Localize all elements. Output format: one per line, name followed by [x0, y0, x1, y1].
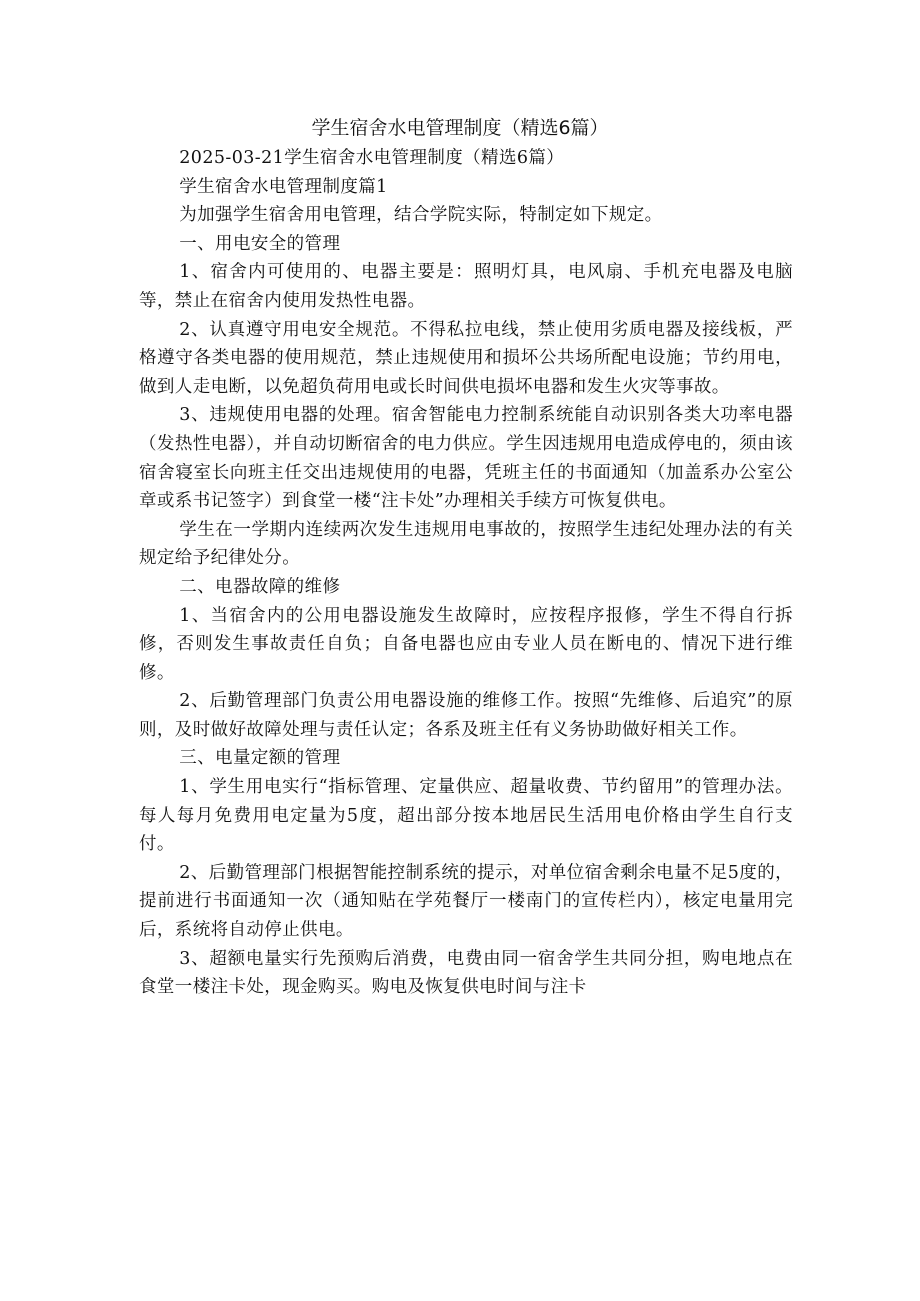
paragraph: 3、超额电量实行先预购后消费，电费由同一宿舍学生共同分担，购电地点在食堂一楼注卡处，现金购买。购电及恢复供电时间与注卡 [139, 948, 793, 998]
section-heading: 三、电量定额的管理 [179, 748, 341, 769]
section-heading: 二、电器故障的维修 [179, 576, 341, 597]
document-title: 学生宿舍水电管理制度（精选6篇） [311, 117, 609, 139]
section-heading: 学生宿舍水电管理制度篇1 [179, 176, 388, 197]
paragraph: 1、当宿舍内的公用电器设施发生故障时，应按程序报修，学生不得自行拆修，否则发生事故责任自负；自备电器也应由专业人员在断电的、情况下进行维修。 [139, 605, 793, 683]
date-line: 2025-03-21学生宿舍水电管理制度（精选6篇） [179, 148, 565, 168]
paragraph: 2、后勤管理部门根据智能控制系统的提示，对单位宿舍剩余电量不足5度的，提前进行书面通知一次（通知贴在学苑餐厅一楼南门的宣传栏内），核定电量用完后，系统将自动停止供电。 [139, 862, 794, 941]
paragraph: 学生在一学期内连续两次发生违规用电事故的，按照学生违纪处理办法的有关规定给予纪律处分。 [139, 519, 793, 569]
paragraph: 为加强学生宿舍用电管理，结合学院实际，特制定如下规定。 [179, 205, 663, 226]
document-body [139, 144, 793, 1002]
paragraph: 2、认真遵守用电安全规范。不得私拉电线，禁止使用劣质电器及接线板，严格遵守各类电器的使用规范，禁止违规使用和损坏公共场所配电设施；节约用电，做到人走电断，以免超负荷用电或长时间供电损坏电器和发生火灾等事故。 [139, 319, 793, 397]
section-heading: 一、用电安全的管理 [179, 233, 341, 254]
paragraph: 2、后勤管理部门负责公用电器设施的维修工作。按照“先维修、后追究”的原则，及时做好故障处理与责任认定；各系及班主任有义务协助做好相关工作。 [139, 691, 793, 740]
paragraph: 1、学生用电实行“指标管理、定量供应、超量收费、节约留用”的管理办法。每人每月免费用电定量为5度，超出部分按本地居民生活用电价格由学生自行支付。 [139, 777, 793, 855]
paragraph: 1、宿舍内可使用的、电器主要是：照明灯具，电风扇、手机充电器及电脑等，禁止在宿舍内使用发热性电器。 [139, 262, 793, 311]
paragraph: 3、违规使用电器的处理。宿舍智能电力控制系统能自动识别各类大功率电器（发热性电器），并自动切断宿舍的电力供应。学生因违规用电造成停电的，须由该宿舍寝室长向班主任交出违规使用的电器，凭班主任的书面通知（加盖系办公室公章或系书记签字）到食堂一楼“注卡处”办理相关手续方可恢复供电。 [139, 405, 793, 512]
